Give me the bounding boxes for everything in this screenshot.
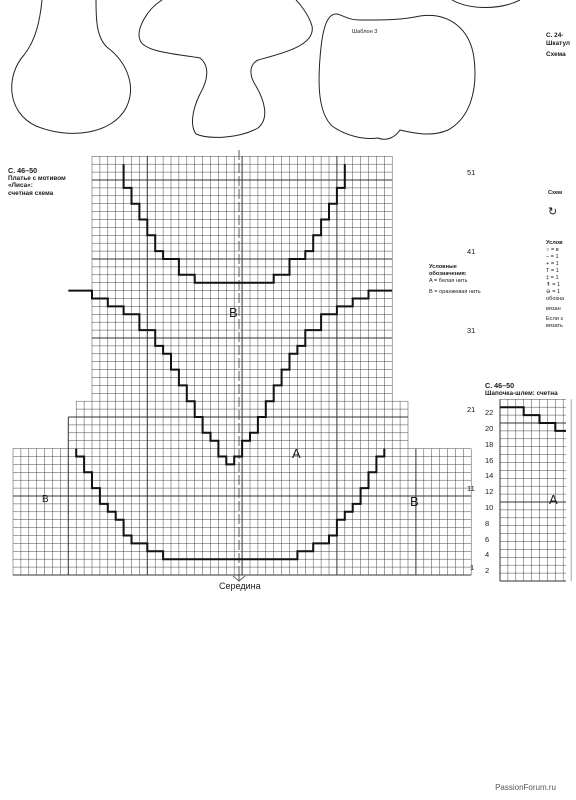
right-legend-title: Услов [546,240,563,246]
legend-title-2: обозначения: [429,271,467,277]
right-legend-item-2: – = 1 [546,254,559,260]
zone-label-right-b: B [410,494,419,509]
motif-outline [68,164,392,559]
pattern-templates [0,0,566,150]
hood-caption [485,382,575,397]
right-legend-item-3: + = 1 [546,261,559,267]
right-legend [546,240,576,330]
right-caption-size: С. 24- [546,32,564,39]
hood-row-number: 16 [485,455,494,465]
hood-row-number: 14 [485,471,494,481]
chart-grid [13,150,471,581]
right-legend-item-4: T = 1 [546,268,559,274]
zone-label-top-b: B [229,305,238,320]
right-note-2: вязан [546,306,561,312]
hood-row-number: 18 [485,439,494,449]
template-partial-outline [452,0,520,8]
zone-label-center-a: A [292,446,301,461]
hood-row-number: 6 [485,534,490,544]
fox-dress-title-2: «Лиса»: [8,182,33,190]
template-3-outline [319,14,475,139]
hood-row-number: 8 [485,518,490,528]
right-note-3: Если з [546,316,563,322]
legend [429,264,509,296]
right-legend-item-6: ↟ = 1 [546,282,561,288]
right-legend-item-5: ‡ = 1 [546,275,559,281]
right-legend-item-7: ⊖ = 1 [546,289,561,295]
hood-chart-grid [500,399,571,581]
template-gourd-outline [12,0,131,133]
fox-dress-title-3: счетная схема [8,189,54,197]
hood-zone-label-a: A [549,492,558,507]
hood-row-number: 12 [485,487,494,497]
row-number-11: 11 [467,484,475,493]
zone-label-left-b: B [42,494,49,505]
hood-title: Шапочка-шлем: счетна [485,389,558,397]
fox-dress-caption [8,167,78,197]
template-3-label: Шаблон 3 [352,29,378,35]
right-note-1: обозна [546,296,565,302]
hood-row-number: 4 [485,550,490,560]
right-caption-line3: Схема [546,51,566,59]
hood-row-number: 20 [485,424,494,433]
center-label: Середина [219,581,261,591]
fox-dress-size: С. 46–50 [8,166,38,175]
right-note-4: вязать [546,323,563,329]
legend-item-a: A = белая нить [429,278,468,284]
hood-row-number: 2 [485,566,490,576]
hood-row-number: 22 [485,408,494,418]
hood-size: С. 46–50 [485,381,515,390]
row-number-21: 21 [467,405,476,414]
right-schema-label: Схем [548,190,563,196]
legend-item-b: B = оранжевая нить [429,289,481,295]
row-number-1: 1 [470,563,475,572]
right-legend-item-1: ○ = в [546,247,559,253]
rotate-icon: ↻ [548,206,558,218]
hood-row-number: 10 [485,503,494,512]
right-column [546,32,576,59]
row-number-31: 31 [467,326,476,335]
legend-title-1: Условные [429,264,457,270]
right-caption-line2: Шкатул [546,39,570,47]
fox-dress-title-1: Платье с мотивом [8,174,66,182]
watermark: PassionForum.ru [495,783,556,792]
row-number-51: 51 [467,168,476,177]
row-number-41: 41 [467,247,476,256]
template-mushroom-outline [139,0,312,137]
